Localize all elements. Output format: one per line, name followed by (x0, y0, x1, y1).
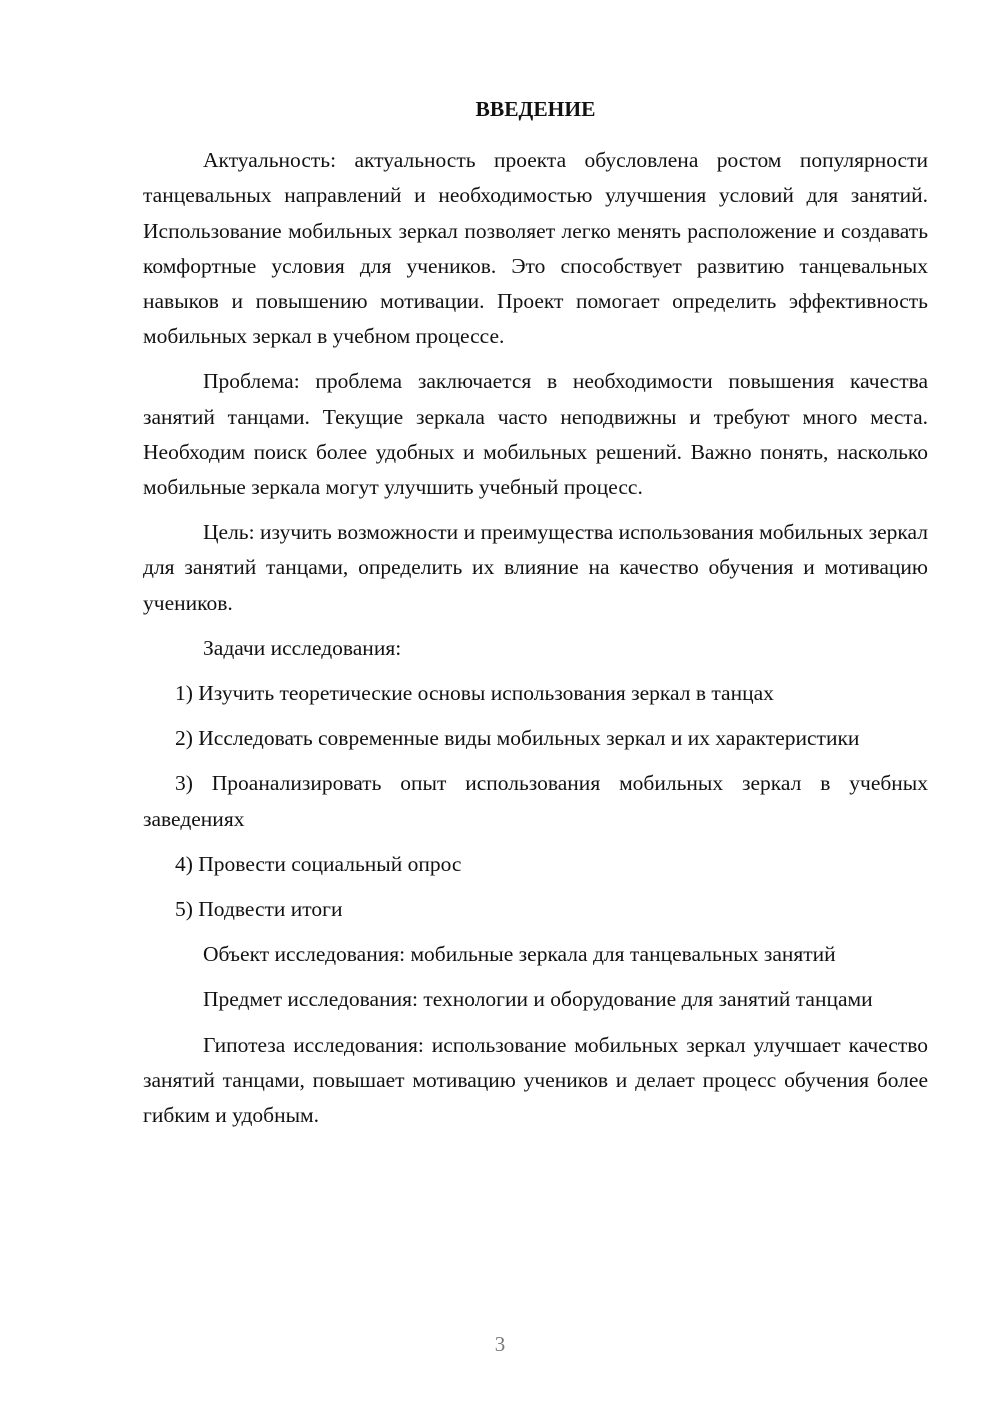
paragraph-relevance: Актуальность: актуальность проекта обусловлена ростом популярности танцевальных направлений и необходимостью улучшения условий для занятий. Использование мобильных зеркал позволяет легко менять расположение и создавать комфортные условия для учеников. Это способствует развитию танцевальных навыков и повышению мотивации. Проект помогает определить эффективность мобильных зеркал в учебном процессе. (143, 148, 928, 349)
task-item-3: 3) Проанализировать опыт использования мобильных зеркал в учебных заведениях (143, 771, 928, 831)
tasks-heading: Задачи исследования: (203, 635, 402, 660)
paragraph-problem: Проблема: проблема заключается в необходимости повышения качества занятий танцами. Текущие зеркала часто неподвижны и требуют много места. Необходим поиск более удобных и мобильных решений. Важно понять, насколько мобильные зеркала могут улучшить учебный процесс. (143, 369, 928, 500)
page-number: 3 (494, 1332, 506, 1356)
task-item-1: 1) Изучить теоретические основы использования зеркал в танцах (175, 681, 774, 706)
task-item-5: 5) Подвести итоги (175, 897, 343, 922)
task-item-2: 2) Исследовать современные виды мобильных зеркал и их характеристики (175, 726, 860, 751)
paragraph-goal: Цель: изучить возможности и преимущества использования мобильных зеркал для занятий танцами, определить их влияние на качество обучения и мотивацию учеников. (143, 520, 928, 615)
task-item-4: 4) Провести социальный опрос (175, 851, 462, 876)
page-title: ВВЕДЕНИЕ (475, 97, 596, 121)
paragraph-research-subject: Предмет исследования: технологии и оборудование для занятий танцами (203, 987, 873, 1012)
document-page (143, 92, 928, 1143)
paragraph-hypothesis: Гипотеза исследования: использование мобильных зеркал улучшает качество занятий танцами, повышает мотивацию учеников и делает процесс обучения более гибким и удобным. (143, 1032, 928, 1128)
paragraph-research-object: Объект исследования: мобильные зеркала для танцевальных занятий (203, 942, 836, 967)
